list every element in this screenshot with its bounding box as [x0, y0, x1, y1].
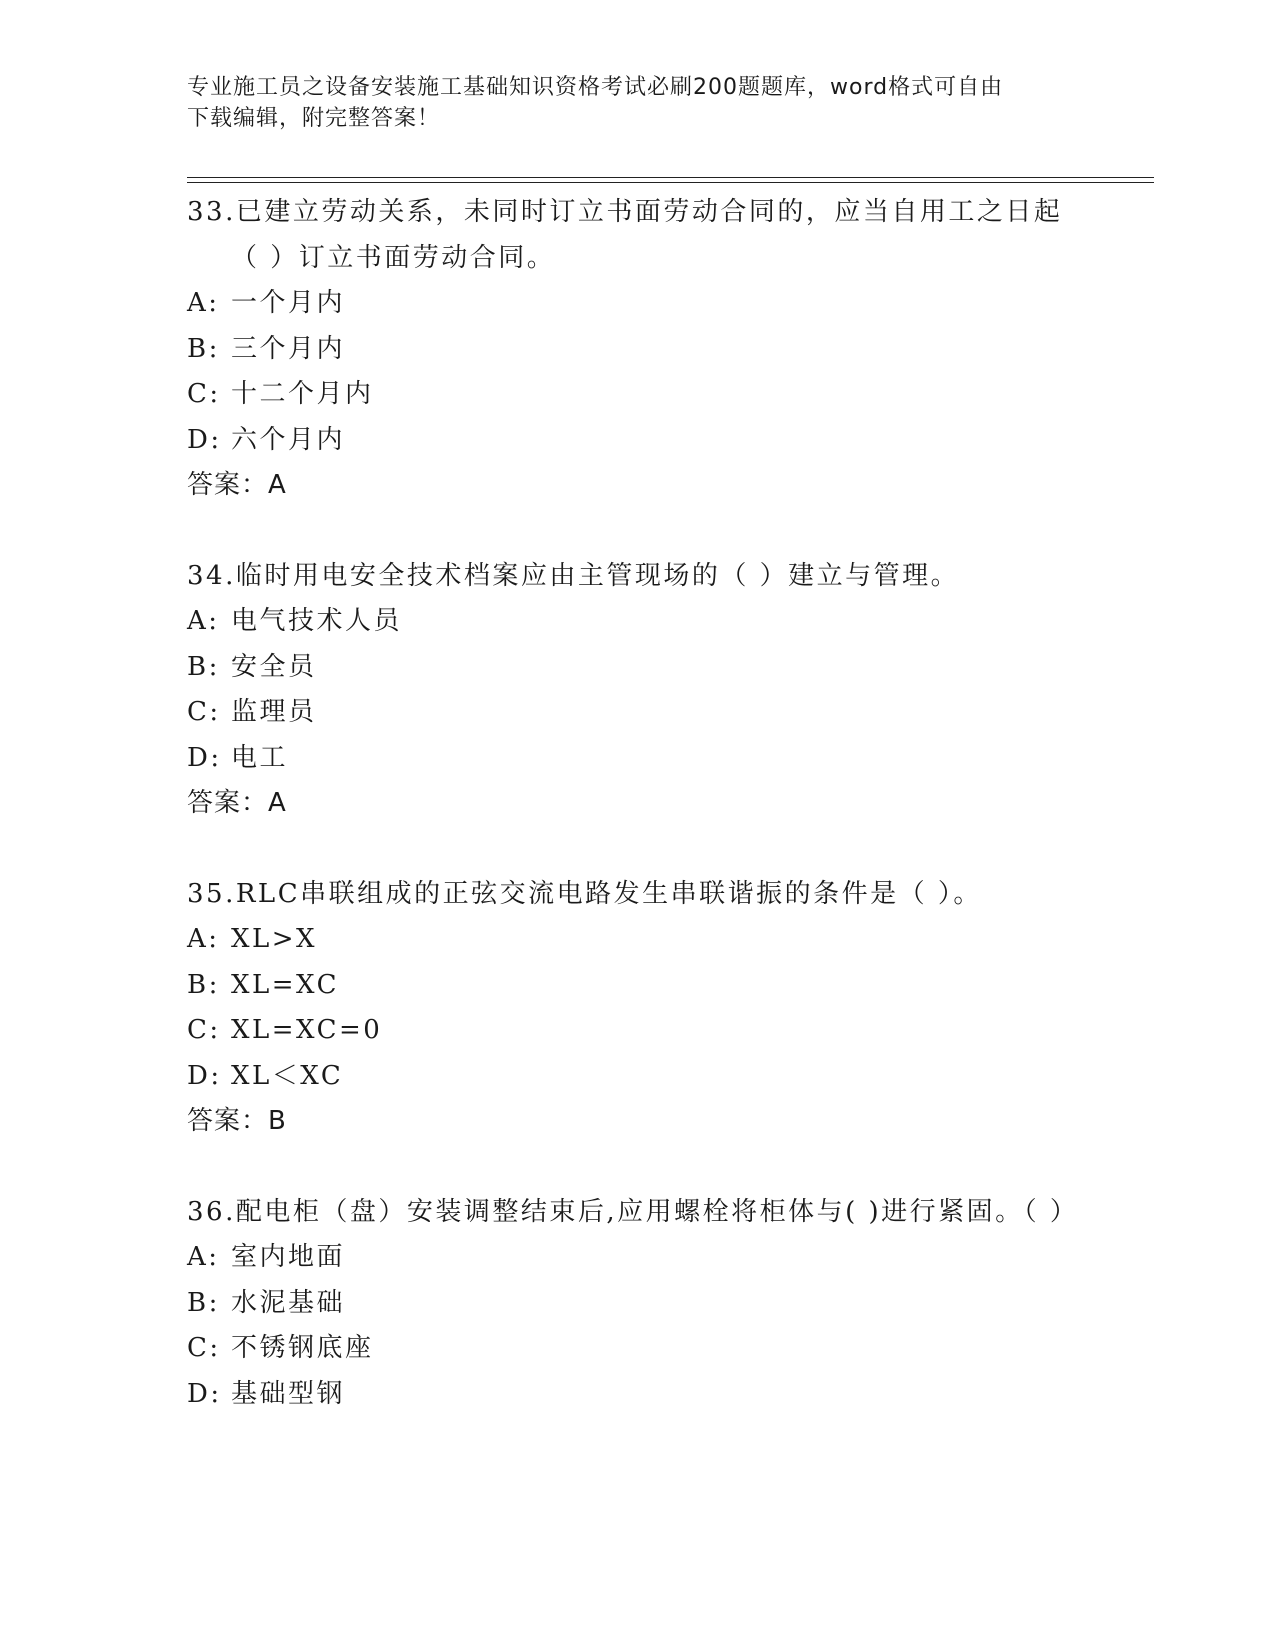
- question-stem: 35.RLC串联组成的正弦交流电路发生串联谐振的条件是（ ）。: [187, 878, 982, 909]
- option-text: XL＜XC: [231, 1060, 344, 1091]
- option-text: XL=XC: [231, 969, 340, 1000]
- option-text: 电工: [231, 742, 289, 773]
- question-36: [187, 1190, 1087, 1418]
- question-35: [187, 872, 1087, 1145]
- option-b: [187, 645, 1087, 691]
- header-divider-bottom: [187, 182, 1154, 183]
- option-text: 基础型钢: [231, 1378, 346, 1409]
- option-text: XL>X: [231, 924, 318, 954]
- option-text: 六个月内: [231, 424, 346, 455]
- option-text: 不锈钢底座: [231, 1333, 374, 1363]
- option-key: C:: [187, 379, 221, 409]
- question-stem: 33.已建立劳动关系，未同时订立书面劳动合同的，应当自用工之日起（ ）订立书面劳动合同。: [187, 197, 1063, 273]
- option-key: C:: [187, 1333, 221, 1363]
- option-key: A:: [187, 924, 220, 954]
- option-text: XL=XC=0: [231, 1015, 383, 1045]
- option-text: 电气技术人员: [231, 606, 403, 636]
- answer-label: 答案：A: [187, 470, 287, 500]
- option-key: A:: [187, 288, 220, 318]
- option-key: D:: [187, 1378, 222, 1409]
- question-34: [187, 554, 1087, 827]
- option-key: D:: [187, 424, 222, 455]
- option-key: B:: [187, 969, 220, 1000]
- option-text: 安全员: [231, 651, 317, 682]
- answer-label: 答案：A: [187, 788, 287, 818]
- question-33: [187, 190, 1087, 509]
- option-key: B:: [187, 333, 220, 364]
- option-a: [187, 1235, 1087, 1281]
- option-text: 监理员: [231, 697, 317, 727]
- option-d: [187, 736, 1087, 782]
- header-line-1: 专业施工员之设备安装施工基础知识资格考试必刷200题题库，word格式可自由: [187, 75, 1004, 100]
- option-key: D:: [187, 1060, 222, 1091]
- option-text: 一个月内: [231, 288, 346, 318]
- document-header: [187, 72, 1067, 134]
- option-key: B:: [187, 1287, 220, 1318]
- option-c: [187, 372, 1087, 418]
- option-b: [187, 327, 1087, 373]
- answer-label: 答案：B: [187, 1106, 287, 1136]
- option-text: 三个月内: [231, 333, 346, 364]
- option-key: C:: [187, 1015, 221, 1045]
- option-b: [187, 1281, 1087, 1327]
- option-text: 水泥基础: [231, 1287, 346, 1318]
- option-d: [187, 418, 1087, 464]
- option-c: [187, 1326, 1087, 1372]
- option-text: 十二个月内: [231, 379, 374, 409]
- header-line-2: 下载编辑，附完整答案！: [187, 106, 441, 131]
- question-stem: 36.配电柜（盘）安装调整结束后,应用螺栓将柜体与( )进行紧固。（ ）: [187, 1196, 1079, 1227]
- option-key: A:: [187, 1242, 220, 1272]
- option-key: A:: [187, 606, 220, 636]
- option-text: 室内地面: [231, 1242, 346, 1272]
- option-key: C:: [187, 697, 221, 727]
- option-d: [187, 1372, 1087, 1418]
- option-c: [187, 1008, 1087, 1054]
- option-b: [187, 963, 1087, 1009]
- option-c: [187, 690, 1087, 736]
- header-divider-top: [187, 177, 1154, 178]
- question-stem: 34.临时用电安全技术档案应由主管现场的（ ）建立与管理。: [187, 560, 960, 591]
- option-a: [187, 281, 1087, 327]
- option-a: [187, 599, 1087, 645]
- option-key: B:: [187, 651, 220, 682]
- option-key: D:: [187, 742, 222, 773]
- option-d: [187, 1054, 1087, 1100]
- option-a: [187, 917, 1087, 963]
- question-list: [187, 190, 1087, 1462]
